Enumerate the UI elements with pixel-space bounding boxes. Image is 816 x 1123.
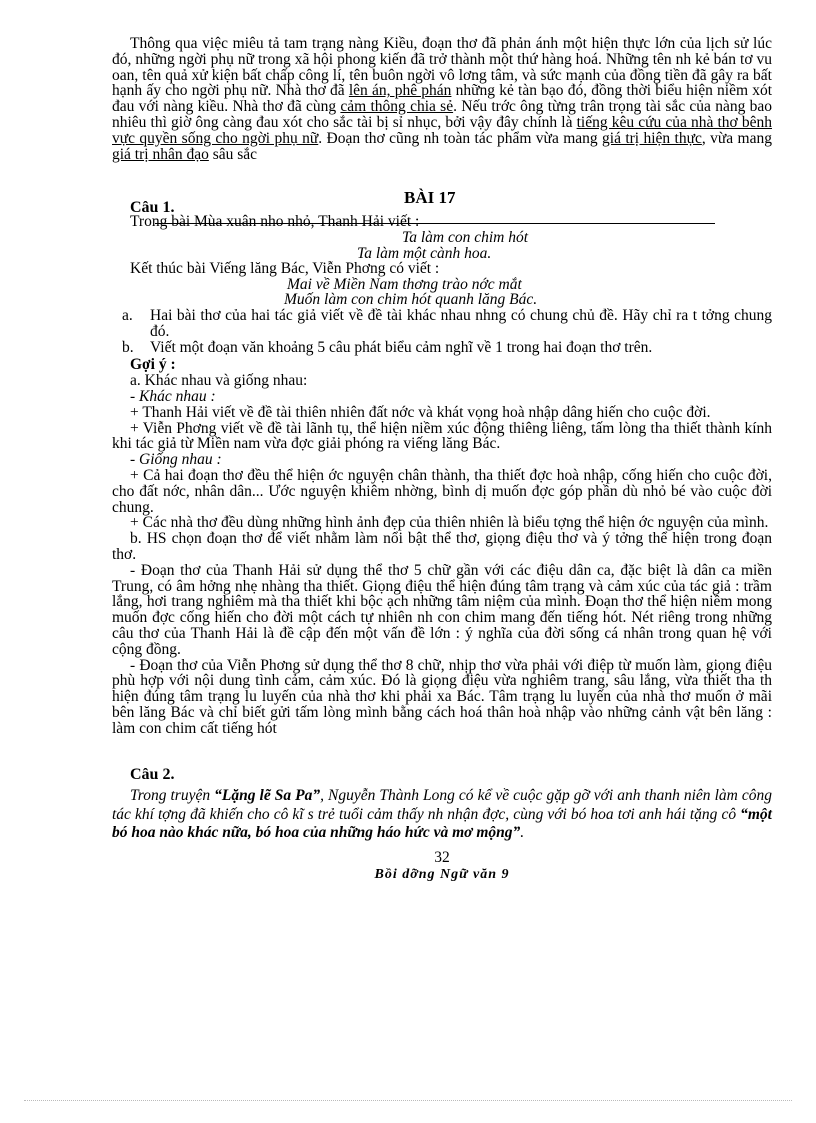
q1-poem-line-1: Ta làm con chim hót: [402, 229, 529, 247]
intro-underline-4: giá trị hiện thực: [602, 129, 702, 147]
intro-text-b: những kẻ tàn bạo đó, đồng thời biểu hiện niềm xót đau với nàng kiều. Nhà thơ đã cùng: [112, 82, 773, 116]
intro-text-e: , vừa mang: [701, 129, 772, 147]
question-1: [112, 214, 772, 355]
section-divider: [155, 223, 715, 224]
q1-line-1: Trong bài Mùa xuân nho nhỏ, Thanh Hải viết :: [130, 213, 420, 231]
q2-text-2: , Nguyễn Thành Long có kể về cuộc gặp gỡ với anh thanh niên làm công tác khí tợng đã khiến cho cô kĩ s trẻ tuổi cảm thấy nh nhận đợc, cùng với bó hoa tơi anh hái tặng cô: [112, 787, 772, 823]
analysis-thanh-hai: - Đoạn thơ của Thanh Hải sử dụng thể thơ 5 chữ gần với các điệu dân ca, đặc biệt là dân ca miền Trung, có âm hởng nhẹ nhàng tha thiết. Giọng điệu thể hiện đúng tâm trạng và cảm xúc của tác giả : trầm lắng, hơi trang nghiêm mà tha thiết khi bộc ạch những tâm niệm của mình. Đoạn thơ thể hiện niềm mong muốn đợc cống hiến cho đời một cách tự nhiên nh con chim mang đến tiếng hót. Nét riêng trong những câu thơ của Thanh Hải là đề cập đến một vấn đề lớn : ý nghĩa của đời sống cá nhân trong quan hệ với cộng đồng.: [112, 561, 772, 658]
question-2-text: [112, 787, 772, 843]
q1-item-a: [112, 308, 772, 340]
lesson-title: BÀI 17: [404, 188, 456, 208]
page-edge-divider: [24, 1100, 792, 1101]
lesson-header: [112, 188, 772, 217]
q1-line-2: Kết thúc bài Viếng lăng Bác, Viễn Phơng có viết :: [130, 260, 440, 278]
q1-poem-line-4: Muốn làm con chim hót quanh lăng Bác.: [284, 291, 538, 309]
page-number: 32: [434, 848, 450, 866]
intro-underline-5: giá trị nhân đạo: [112, 145, 209, 163]
question-2-label: Câu 2.: [130, 766, 175, 784]
q1-poem-line-3: Mai về Miền Nam thơng trào nớc mắt: [287, 275, 522, 293]
difference-2: + Viễn Phơng viết về đề tài lãnh tụ, thể hiện niềm xúc động thiêng liêng, tấm lòng tha thiết thành kính khi tác giả từ Miền nam vừa đợc giải phóng ra viếng lăng Bác.: [112, 419, 772, 453]
hint-a-heading: a. Khác nhau và giống nhau:: [130, 372, 308, 390]
q2-quote: “một bó hoa nào khác nữa, bó hoa của những háo hức và mơ mộng”: [112, 805, 772, 842]
q1-item-b-label: b.: [122, 338, 134, 356]
question-1-label: Câu 1.: [130, 199, 175, 217]
q2-text-1: Trong truyện: [130, 787, 215, 805]
hint-section: [112, 357, 772, 736]
page-footer: Bồi dỡng Ngữ văn 9: [374, 866, 510, 882]
q1-item-b-text: Viết một đoạn văn khoảng 5 câu phát biểu cảm nghĩ về 1 trong hai đoạn thơ trên.: [150, 338, 653, 356]
q1-poem-line-2: Ta làm một cành hoa.: [357, 244, 492, 262]
intro-text-a: Thông qua việc miêu tả tam trạng nàng Kiều, đoạn thơ đã phản ánh một hiện thực lớn của lịch sử lúc đó, những ngời phụ nữ trong xã hội phong kiến đã trở thành một thứ hàng hoá. Những tên nh kẻ bán tơ vu oan, tên quả xử kiện bất chấp công lí, tên buôn ngời vô lơng tâm, và sức mạnh của đồng tiền đã gây ra bất hạnh ấy cho ngời phụ nữ. Nhà thơ đã: [112, 35, 772, 100]
similarity-2: + Các nhà thơ đều dùng những hình ảnh đẹp của thiên nhiên là biểu tợng thể hiện ớc nguyện của mình.: [130, 514, 769, 532]
analysis-vien-phuong: - Đoạn thơ của Viễn Phơng sử dụng thể thơ 8 chữ, nhịp thơ vừa phải với điệp từ muốn làm, giọng điệu phù hợp với nội dung tình cảm, cảm xúc. Đó là giọng điệu vừa nghiêm trang, sâu lắng, vừa thiết tha th hiện đúng tâm trạng lu luyến của nhà thơ khi phải xa Bác. Tâm trạng lu luyến của nhà thơ muốn ở mãi bên lăng Bác và chỉ biết gửi tấm lòng mình bằng cách hoá thân hoà nhập vào những cảnh vật bên lăng : làm con chim cất tiếng hót: [112, 656, 772, 737]
q2-story-title: “Lặng lẽ Sa Pa”: [214, 787, 321, 805]
intro-text-c: . Nếu trớc ông từng trân trọng tài sắc của nàng bao nhiêu thì giờ ông càng đau xót cho sắc tài bị sỉ nhục, bởi vậy đây chính là: [112, 98, 772, 131]
similarity-1: + Cả hai đoạn thơ đều thể hiện ớc nguyện chân thành, tha thiết đợc hoà nhập, cống hiến cho cuộc đời, cho đất nớc, nhân dân... Ước nguyện khiêm nhờng, bình dị muốn đợc góp phần dù nhỏ bé vào cuộc đời chung.: [112, 466, 772, 516]
document-page: [112, 36, 772, 897]
intro-text-f: sâu sắc: [208, 145, 258, 163]
q1-item-b: [112, 340, 772, 356]
intro-text-d: . Đoạn thơ cũng nh toàn tác phẩm vừa mang: [318, 129, 603, 147]
intro-underline-1: lên án, phê phán: [348, 82, 452, 100]
difference-1: + Thanh Hải viết về đề tài thiên nhiên đất nớc và khát vọng hoà nhập dâng hiến cho cuộc đời.: [130, 403, 711, 421]
hint-b-heading: b. HS chọn đoạn thơ để viết nhằm làm nổi bật thể thơ, giọng điệu thơ và ý tởng thể hiện trong đoạn thơ.: [112, 530, 772, 563]
intro-underline-3: tiếng kêu cứu của nhà thơ bênh vực quyền sống cho ngời phụ nữ: [112, 113, 772, 147]
hint-label: Gợi ý :: [130, 356, 176, 374]
similarities-heading: - Giống nhau :: [130, 451, 222, 469]
differences-heading: - Khác nhau :: [130, 387, 216, 405]
q1-item-a-label: a.: [122, 306, 133, 324]
q1-item-a-text: Hai bài thơ của hai tác giả viết về đề tài khác nhau nhng có chung chủ đề. Hãy chỉ ra t tởng chung đó.: [150, 306, 772, 340]
intro-underline-2: cảm thông chia sẻ: [340, 98, 454, 116]
q2-text-3: .: [520, 824, 525, 842]
intro-paragraph: [112, 36, 772, 162]
